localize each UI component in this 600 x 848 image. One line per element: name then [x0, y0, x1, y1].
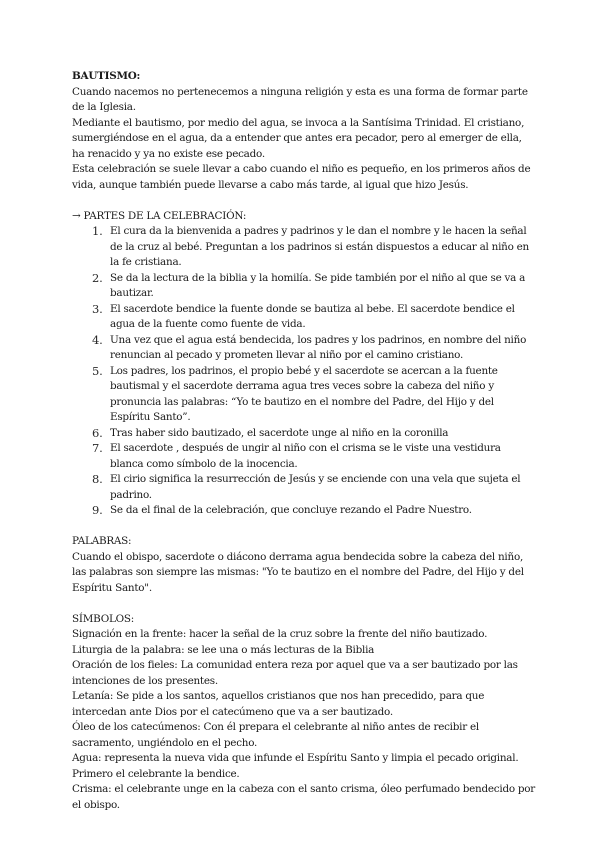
palabras-paragraph: Cuando el obispo, sacerdote o diácono derrama agua bendecida sobre la cabeza del niño, las palabras son siempre las mismas: "Yo te bautizo en el nombre del Padre, del Hijo y del Espíritu Santo". — [72, 550, 524, 594]
palabras-heading: PALABRAS: — [72, 535, 132, 547]
list-item-text: Se da el final de la celebración, que concluye rezando el Padre Nuestro. — [110, 504, 472, 516]
list-item — [92, 503, 536, 519]
list-item-number: 1. — [92, 224, 103, 238]
simbolo-item: Óleo de los catecúmenos: Con él prepara el celebrante al niño antes de recibir el sacramento, ungiéndolo en el pecho. — [72, 721, 479, 749]
list-item-text: El cirio significa la resurrección de Jesús y se enciende con una vela que sujeta el padrino. — [110, 473, 521, 501]
simbolo-item: Signación en la frente: hacer la señal de la cruz sobre la frente del niño bautizado. — [72, 628, 488, 640]
list-item-text: El sacerdote bendice la fuente donde se bautiza al bebe. El sacerdote bendice el agua de la fuente como fuente de vida. — [110, 302, 515, 330]
list-item — [92, 224, 536, 271]
list-item-number: 5. — [92, 363, 103, 378]
spacer — [72, 596, 536, 612]
list-item-number: 9. — [92, 503, 103, 517]
intro-paragraph-3: Esta celebración se suele llevar a cabo cuando el niño es pequeño, en los primeros años de vida, aunque también puede llevarse a cabo más tarde, al igual que hizo Jesús. — [72, 163, 531, 191]
spacer — [72, 519, 536, 535]
document-title: BAUTISMO: — [72, 70, 141, 82]
list-item-number: 7. — [92, 441, 103, 455]
list-item-number: 8. — [92, 472, 103, 486]
list-item-text: El sacerdote , después de ungir al niño con el crisma se le viste una vestidura blanca como símbolo de la inocencia. — [110, 442, 501, 470]
simbolo-item: Crisma: el celebrante unge en la cabeza con el santo crisma, óleo perfumado bendecido por el obispo. — [72, 783, 536, 811]
intro-paragraph-1: Cuando nacemos no pertenecemos a ninguna religión y esta es una forma de formar parte de la Iglesia. — [72, 85, 528, 113]
list-item-text: Se da la lectura de la biblia y la homilía. Se pide también por el niño al que se va a bautizar. — [110, 271, 526, 299]
list-item — [92, 271, 536, 302]
simbolo-item: Oración de los fieles: La comunidad entera reza por aquel que va a ser bautizado por las intenciones de los presentes. — [72, 659, 518, 687]
list-item — [92, 472, 536, 503]
list-item-number: 4. — [92, 332, 103, 347]
list-item — [92, 364, 536, 426]
list-item-text: Una vez que el agua está bendecida, los padres y los padrinos, en nombre del niño renuncian al pecado y prometen llevar al niño por el camino cristiano. — [110, 333, 527, 361]
simbolos-heading: SÍMBOLOS: — [72, 612, 134, 625]
list-item-text: Tras haber sido bautizado, el sacerdote unge al niño en la coronilla — [110, 426, 449, 439]
list-item — [92, 333, 536, 364]
parts-heading: → PARTES DE LA CELEBRACIÓN: — [72, 209, 247, 222]
simbolo-item: Letanía: Se pide a los santos, aquellos cristianos que nos han precedido, para que intercedan ante Dios por el catecúmeno que va a ser bautizado. — [72, 690, 485, 718]
list-item-number: 2. — [92, 270, 103, 285]
simbolos-list — [72, 627, 536, 813]
list-item-text: El cura da la bienvenida a padres y padrinos y le dan el nombre y le hacen la señal de la cruz al bebé. Preguntan a los padrinos si están dispuestos a educar al niño en la fe cristiana. — [110, 225, 530, 268]
list-item-number: 6. — [92, 425, 103, 440]
list-item-text: Los padres, los padrinos, el propio bebé y el sacerdote se acercan a la fuente bautismal y el sacerdote derrama agua tres veces sobre la cabeza del niño y pronuncia las palabras: “Yo te bautizo en el nombre del Padre, del Hijo y del Espíritu Santo”. — [110, 364, 498, 423]
intro-paragraph-2: Mediante el bautismo, por medio del agua, se invoca a la Santísima Trinidad. El cristiano, sumergiéndose en el agua, da a entender que antes era pecador, pero al emerger de ella, ha renacido y ya no existe ese pecado. — [72, 116, 525, 160]
list-item — [92, 302, 536, 333]
list-item — [92, 426, 536, 442]
spacer — [72, 193, 536, 209]
parts-list — [72, 224, 536, 519]
simbolo-item: Agua: representa la nueva vida que infunde el Espíritu Santo y limpia el pecado original. Primero el celebrante la bendice. — [72, 752, 519, 780]
simbolo-item: Liturgia de la palabra: se lee una o más lecturas de la Biblia — [72, 643, 375, 656]
list-item-number: 3. — [92, 301, 103, 316]
list-item — [92, 441, 536, 472]
